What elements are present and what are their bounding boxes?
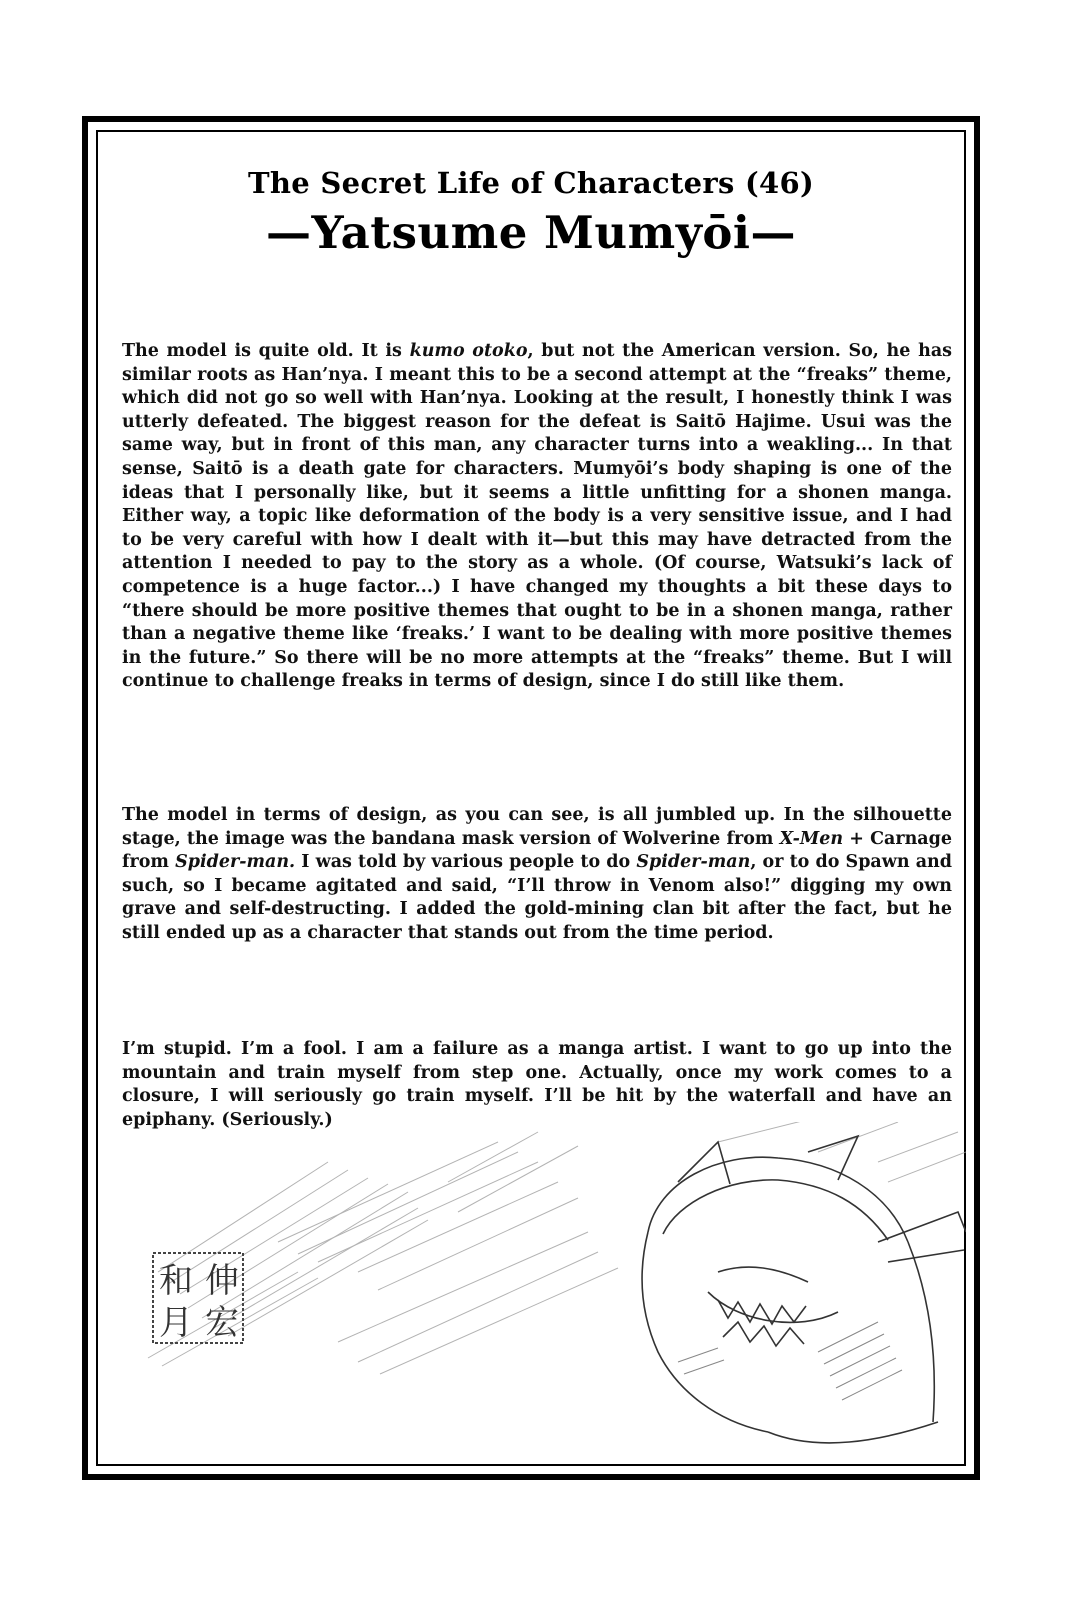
series-title: The Secret Life of Characters (46) (247, 166, 815, 200)
page-border-frame (82, 116, 980, 1480)
seal-char-2: 宏 (205, 1303, 239, 1343)
artist-seal-stamp (150, 1250, 246, 1346)
seal-char-4: 月 (159, 1303, 193, 1343)
paragraph-1: The model is quite old. It is kumo otoko, but not the American version. So, he has similar roots as Han’nya. I meant this to be a second attempt at the “freaks” theme, which did not go so well with Han’nya. Looking at the result, I honestly think I was utterly defeated. The biggest reason for the defeat is Saitō Hajime. Usui was the same way, but in front of this man, any character turns into a weakling... In that sense, Saitō is a death gate for characters. Mumyōi’s body shaping is one of the ideas that I personally like, but it seems a little unfitting for a shonen manga. Either way, a topic like deformation of the body is a very sensitive issue, and I had to be very careful with how I dealt with it—but this may have detracted from the attention I needed to pay to the story as a whole. (Of course, Watsuki’s lack of competence is a huge factor...) I have changed my thoughts a bit these days to “there should be more positive themes that ought to be in a shonen manga, rather than a negative theme like ‘freaks.’ I want to be dealing with more positive themes in the future.” So there will be no more attempts at the “freaks” theme. But I will continue to challenge freaks in terms of design, since I do still like them. (122, 341, 953, 692)
seal-char-1: 伸 (205, 1261, 239, 1301)
seal-char-3: 和 (159, 1261, 193, 1301)
shading-strokes (678, 1322, 902, 1400)
character-name-title: —Yatsume Mumyōi— (266, 206, 796, 259)
creature-head-sketch (642, 1136, 966, 1443)
paragraph-3: I’m stupid. I’m a fool. I am a failure as a manga artist. I want to go up into the mountain and train myself from step one. Actually, once my work comes to a closure, I will seriously go train myself. I’ll be hit by the waterfall and have an epiphany. (Seriously.) (122, 1039, 952, 1130)
pencil-hatching (148, 1122, 966, 1374)
paragraph-2: The model in terms of design, as you can see, is all jumbled up. In the silhouette stage, the image was the bandana mask version of Wolverine from X-Men + Carnage from Spider-man. I was told by various people to do Spider-man, or to do Spawn and such, so I became agitated and said, “I’ll throw in Venom also!” digging my own grave and self-destructing. I added the gold-mining clan bit after the fact, but he still ended up as a character that stands out from the time period. (122, 805, 953, 943)
page-inner-border (96, 130, 966, 1466)
